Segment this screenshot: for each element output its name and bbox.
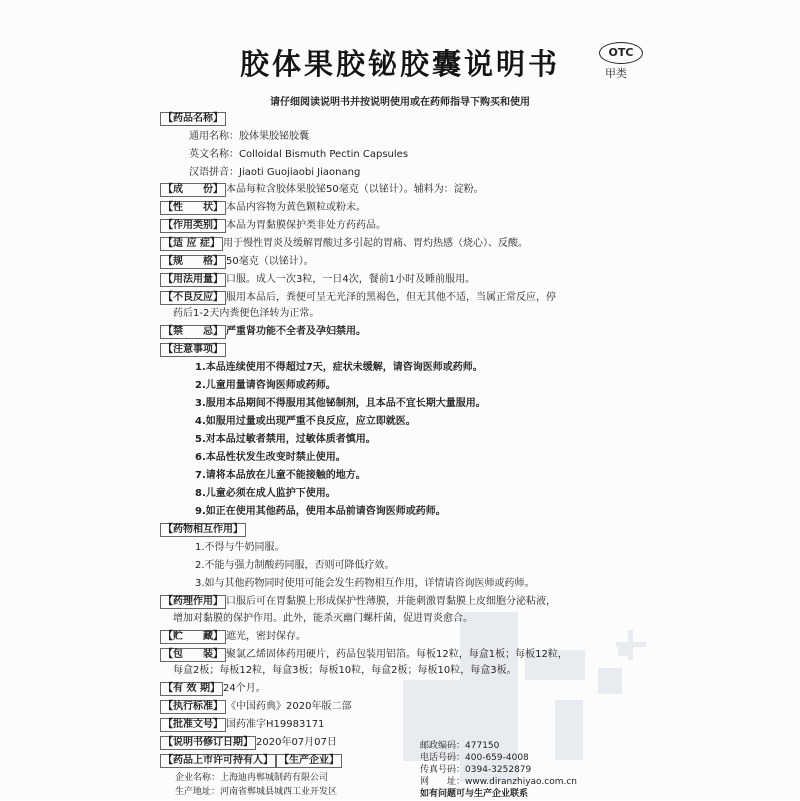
postcode-value: 477150 (465, 741, 500, 751)
precautions-section (160, 343, 226, 357)
fax-label: 传真号码： (420, 765, 466, 775)
drug-name-label: 【药品名称】 (160, 112, 226, 126)
generic-name-label: 通用名称： (189, 131, 239, 142)
ingredients-text: 本品每粒含胶体果胶铋50毫克（以铋计）。辅料为：淀粉。 (226, 184, 484, 195)
precaution-item: 5.对本品过敏者禁用，过敏体质者慎用。 (195, 434, 376, 445)
precaution-item: 9.如正在使用其他药品，使用本品前请咨询医师或药师。 (195, 506, 446, 517)
precaution-item: 4.如服用过量或出现严重不良反应，应立即就医。 (195, 416, 416, 427)
revision-text: 2020年07月07日 (256, 737, 337, 748)
phone-label: 电话号码： (420, 753, 466, 763)
website-label: 网 址： (420, 777, 466, 787)
revision-row (160, 736, 337, 750)
indications-label: 【适 应 症】 (160, 237, 223, 251)
generic-name-value: 胶体果胶铋胶囊 (239, 131, 309, 142)
storage-row (160, 630, 306, 644)
footer-note: 如有问题可与生产企业联系 (420, 789, 529, 799)
ingredients-label: 【成 份】 (160, 183, 226, 197)
packaging-text-2: 每盒2板；每板12粒，每盒3板；每板10粒，每盒2板；每板10粒，每盒3板。 (173, 665, 517, 676)
company-name-label: 企业名称： (175, 773, 221, 783)
dosage-label: 【用法用量】 (160, 273, 226, 287)
english-name-label: 英文名称： (189, 149, 239, 160)
english-name-value: Colloidal Bismuth Pectin Capsules (239, 149, 409, 160)
specification-text: 50毫克（以铋计）。 (226, 256, 314, 267)
address-label: 生产地址： (175, 787, 221, 797)
company-name-row (175, 772, 328, 785)
category-label: 【作用类别】 (160, 219, 226, 233)
pharmacology-text-2: 增加对黏膜的保护作用。此外，能杀灭幽门螺杆菌，促进胃炎愈合。 (173, 613, 473, 624)
company-name-value: 上海迪冉郸城制药有限公司 (220, 773, 329, 783)
pinyin-name-row (189, 166, 360, 179)
postcode-label: 邮政编码： (420, 741, 466, 751)
ingredients-row (160, 183, 484, 197)
interactions-section (160, 523, 246, 537)
storage-text: 遮光，密封保存。 (226, 631, 306, 642)
page-subtitle: 请仔细阅读说明书并按说明使用或在药师指导下购买和使用 (270, 97, 530, 108)
adverse-text-2: 药后1-2天内粪便色泽转为正常。 (173, 308, 320, 319)
appearance-label: 【性 状】 (160, 201, 226, 215)
category-row (160, 219, 386, 233)
precaution-item: 8.儿童必须在成人监护下使用。 (195, 488, 336, 499)
precaution-item: 2.儿童用量请咨询医师或药师。 (195, 380, 336, 391)
holder-label: 【药品上市许可持有人】 (160, 754, 276, 768)
otc-badge: OTC (599, 42, 643, 64)
contraindications-text: 严重肾功能不全者及孕妇禁用。 (226, 326, 366, 337)
dosage-row (160, 273, 475, 287)
pharmacology-label: 【药理作用】 (160, 595, 226, 609)
pinyin-name-value: Jiaoti Guojiaobi Jiaonang (239, 167, 361, 178)
website-value: www.diranzhiyao.com.cn (465, 777, 577, 787)
precaution-item: 6.本品性状发生改变时禁止使用。 (195, 452, 346, 463)
pharmacology-text-1: 口服后可在胃黏膜上形成保护性薄膜，并能刺激胃黏膜上皮细胞分泌粘液， (226, 596, 556, 607)
page-title: 胶体果胶铋胶囊说明书 (239, 47, 560, 81)
interaction-item: 3.如与其他药物同时使用可能会发生药物相互作用，详情请咨询医师或药师。 (195, 578, 535, 589)
indications-row (160, 237, 528, 251)
standard-row (160, 700, 351, 714)
indications-text: 用于慢性胃炎及缓解胃酸过多引起的胃痛、胃灼热感（烧心）、反酸。 (222, 238, 528, 249)
english-name-row (189, 148, 408, 161)
interaction-item: 1.不得与牛奶同服。 (195, 542, 285, 553)
packaging-row (160, 648, 568, 662)
generic-name-row (189, 130, 309, 143)
revision-label: 【说明书修订日期】 (160, 736, 256, 750)
drug-name-section (160, 112, 226, 126)
appearance-row (160, 201, 366, 215)
address-row (175, 786, 337, 799)
specification-row (160, 255, 314, 269)
adverse-label: 【不良反应】 (160, 291, 226, 305)
contraindications-label: 【禁 忌】 (160, 325, 226, 339)
manufacturer-label: 【生产企业】 (276, 754, 342, 768)
approval-label: 【批准文号】 (160, 718, 226, 732)
interactions-label: 【药物相互作用】 (160, 523, 246, 537)
packaging-label: 【包 装】 (160, 648, 226, 662)
address-value: 河南省郸城县城西工业开发区 (220, 787, 338, 797)
precautions-label: 【注意事项】 (160, 343, 226, 357)
approval-text: 国药准字H19983171 (226, 719, 325, 730)
validity-text: 24个月。 (222, 683, 266, 694)
standard-label: 【执行标准】 (160, 700, 226, 714)
approval-row (160, 718, 324, 732)
validity-label: 【有 效 期】 (160, 682, 223, 696)
standard-text: 《中国药典》2020年版二部 (226, 701, 352, 712)
validity-row (160, 682, 266, 696)
packaging-text-1: 聚氯乙烯固体药用硬片，药品包装用铝箔。每板12粒，每盒1板；每板12粒， (226, 649, 568, 660)
phone-value: 400-659-4008 (465, 753, 529, 763)
otc-class-label: 甲类 (605, 67, 627, 80)
holder-row (160, 754, 342, 768)
storage-label: 【贮 藏】 (160, 630, 226, 644)
contraindications-row (160, 325, 366, 339)
category-text: 本品为胃黏膜保护类非处方药药品。 (226, 220, 386, 231)
interaction-item: 2.不能与强力制酸药同服，否则可降低疗效。 (195, 560, 395, 571)
fax-value: 0394-3252879 (465, 765, 532, 775)
adverse-text-1: 服用本品后，粪便可呈无光泽的黑褐色，但无其他不适，当属正常反应，停 (226, 292, 556, 303)
precaution-item: 3.服用本品期间不得服用其他铋制剂，且本品不宜长期大量服用。 (195, 398, 486, 409)
specification-label: 【规 格】 (160, 255, 226, 269)
precaution-item: 7.请将本品放在儿童不能接触的地方。 (195, 470, 366, 481)
adverse-row (160, 291, 556, 305)
appearance-text: 本品内容物为黄色颗粒或粉末。 (226, 202, 366, 213)
precaution-item: 1.本品连续使用不得超过7天，症状未缓解，请咨询医师或药师。 (195, 362, 483, 373)
pharmacology-row (160, 595, 556, 609)
pinyin-name-label: 汉语拼音： (189, 167, 239, 178)
dosage-text: 口服。成人一次3粒，一日4次，餐前1小时及睡前服用。 (226, 274, 476, 285)
